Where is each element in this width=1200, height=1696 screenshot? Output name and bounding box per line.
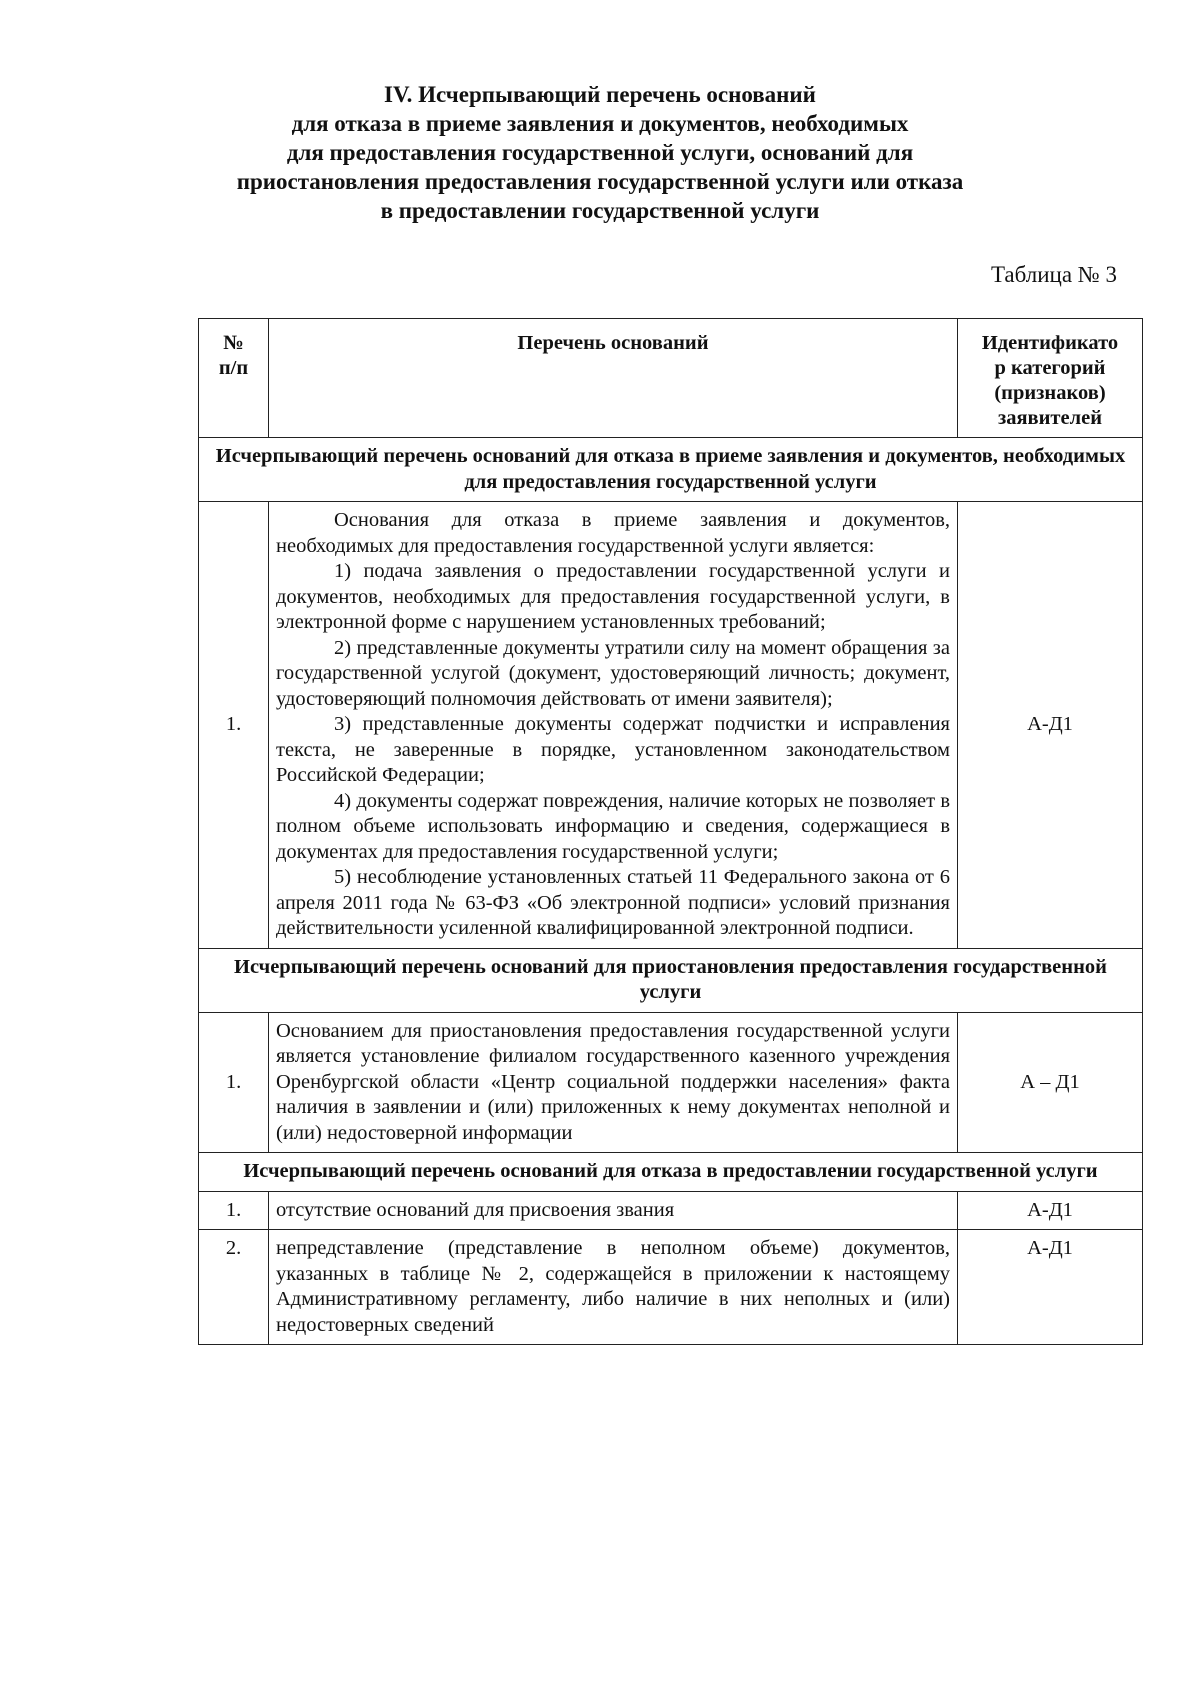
grounds-text: непредставление (представление в неполном объеме) документов, указанных в таблице № 2, содержащейся в приложении к настоящему Административному регламенту, либо наличие в них неполных и (или) недостоверных сведений: [269, 1230, 958, 1345]
header-identifier: Идентификато р категорий (признаков) заявителей: [958, 319, 1143, 438]
title-line: в предоставлении государственной услуги: [380, 198, 820, 223]
grounds-paragraph: Основания для отказа в приеме заявления и документов, необходимых для предоставления государственной услуги является:: [276, 509, 950, 557]
title-line: для предоставления государственной услуги, оснований для: [286, 140, 914, 165]
grounds-paragraph: 3) представленные документы содержат подчистки и исправления текста, не заверенные в порядке, установленном законодательством Российской Федерации;: [276, 713, 950, 786]
header-number: № п/п: [199, 319, 269, 438]
grounds-table: [198, 318, 1143, 1345]
grounds-text: Основанием для приостановления предоставления государственной услуги является установление филиалом государственного казенного учреждения Оренбургской области «Центр социальной поддержки населения» факта наличия в заявлении и (или) приложенных к нему документах неполной и (или) недостоверной информации: [269, 1012, 958, 1153]
applicant-identifier: А-Д1: [958, 502, 1143, 949]
section-title: Исчерпывающий перечень оснований для приостановления предоставления государственной услуги: [199, 948, 1143, 1012]
table-header-row: [199, 319, 1143, 438]
section-title: Исчерпывающий перечень оснований для отказа в предоставлении государственной услуги: [199, 1153, 1143, 1192]
grounds-paragraph: 5) несоблюдение установленных статьей 11 Федерального закона от 6 апреля 2011 года № 63-ФЗ «Об электронной подписи» условий признания действительности усиленной квалифицированной электронной подписи.: [276, 866, 950, 939]
title-line: IV. Исчерпывающий перечень оснований: [384, 82, 816, 107]
table-row: [199, 502, 1143, 949]
grounds-paragraph: 4) документы содержат повреждения, наличие которых не позволяет в полном объеме использовать информацию и сведения, содержащиеся в документах для предоставления государственной услуги;: [276, 789, 950, 863]
section-title: Исчерпывающий перечень оснований для отказа в приеме заявления и документов, необходимых для предоставления государственной услуги: [199, 438, 1143, 502]
applicant-identifier: А-Д1: [958, 1230, 1143, 1345]
grounds-text: отсутствие оснований для присвоения звания: [269, 1191, 958, 1230]
header-grounds-list: Перечень оснований: [269, 319, 958, 438]
row-number: 1.: [199, 1012, 269, 1153]
grounds-paragraph: 2) представленные документы утратили силу на момент обращения за государственной услугой (документ, удостоверяющий личность; документ, удостоверяющий полномочия действовать от имени заявителя);: [276, 636, 950, 710]
table-row: [199, 1191, 1143, 1230]
row-number: 1.: [199, 1191, 269, 1230]
row-number: 1.: [199, 502, 269, 949]
table-row: [199, 1012, 1143, 1153]
page-title: [150, 80, 1050, 225]
title-line: для отказа в приеме заявления и документов, необходимых: [291, 111, 909, 136]
applicant-identifier: А-Д1: [958, 1191, 1143, 1230]
grounds-paragraph: 1) подача заявления о предоставлении государственной услуги и документов, необходимых для предоставления государственной услуги, в электронной форме с нарушением установленных требований;: [276, 560, 950, 633]
section-heading-row: [199, 948, 1143, 1012]
grounds-text: [269, 502, 958, 949]
title-line: приостановления предоставления государственной услуги или отказа: [236, 169, 964, 194]
row-number: 2.: [199, 1230, 269, 1345]
section-heading-row: [199, 1153, 1143, 1192]
section-heading-row: [199, 438, 1143, 502]
applicant-identifier: А – Д1: [958, 1012, 1143, 1153]
table-row: [199, 1230, 1143, 1345]
table-number-label: Таблица № 3: [990, 262, 1117, 287]
